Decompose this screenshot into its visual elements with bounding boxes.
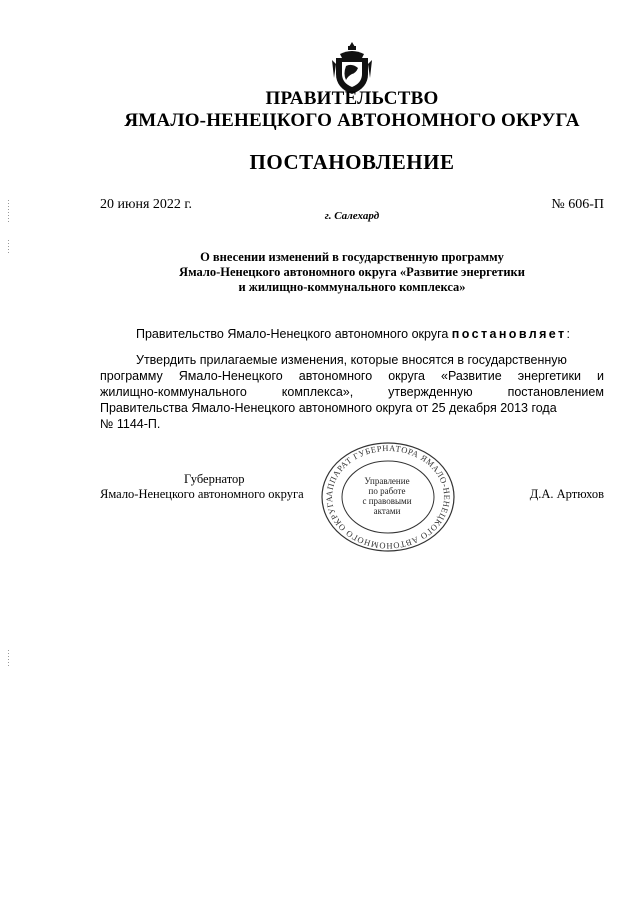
title-line: О внесении изменений в государственную программу xyxy=(200,250,504,264)
signatory-name: Д.А. Артюхов xyxy=(529,487,604,501)
government-name-line2: ЯМАЛО-НЕНЕЦКОГО АВТОНОМНОГО ОКРУГА xyxy=(124,110,580,131)
document-title xyxy=(100,250,604,295)
paragraph-line: программу Ямало-Ненецкого автономного округа «Развитие энергетики и xyxy=(100,369,604,383)
document-number: № 606-П xyxy=(551,197,604,212)
document-type: ПОСТАНОВЛЕНИЕ xyxy=(249,150,455,174)
scan-margin-mark xyxy=(8,240,9,254)
document-date: 20 июня 2022 г. xyxy=(100,197,193,212)
paragraph-line: жилищно-коммунального комплекса», утвержденную постановлением xyxy=(100,385,604,399)
scan-margin-mark xyxy=(8,650,9,668)
preamble-text: Правительство Ямало-Ненецкого автономного округа xyxy=(136,327,449,341)
paragraph-line: № 1144-П. xyxy=(100,417,161,431)
title-line: и жилищно-коммунального комплекса» xyxy=(238,280,466,294)
paragraph-line: Правительства Ямало-Ненецкого автономного округа от 25 декабря 2013 года xyxy=(100,401,557,415)
preamble xyxy=(136,327,570,341)
title-line: Ямало-Ненецкого автономного округа «Развитие энергетики xyxy=(179,265,525,279)
stamp-ring-text: АППАРАТ ГУБЕРНАТОРА ЯМАЛО-НЕНЕЦКОГО АВТОНОМНОГО ОКРУГА xyxy=(323,442,453,552)
signatory-title: Губернатор xyxy=(184,472,245,486)
document-city: г. Салехард xyxy=(324,210,380,222)
stamp-center-text: Управление по работе с правовыми актами xyxy=(362,476,412,516)
resolution-paragraph xyxy=(100,352,604,432)
government-name-line1: ПРАВИТЕЛЬСТВО xyxy=(265,88,439,109)
paragraph-line: Утвердить прилагаемые изменения, которые вносятся в государственную xyxy=(136,353,567,367)
preamble-verb: постановляет xyxy=(451,327,567,341)
signatory-title-region: Ямало-Ненецкого автономного округа xyxy=(100,487,304,501)
preamble-colon: : xyxy=(566,327,570,341)
scan-margin-mark xyxy=(8,200,9,222)
